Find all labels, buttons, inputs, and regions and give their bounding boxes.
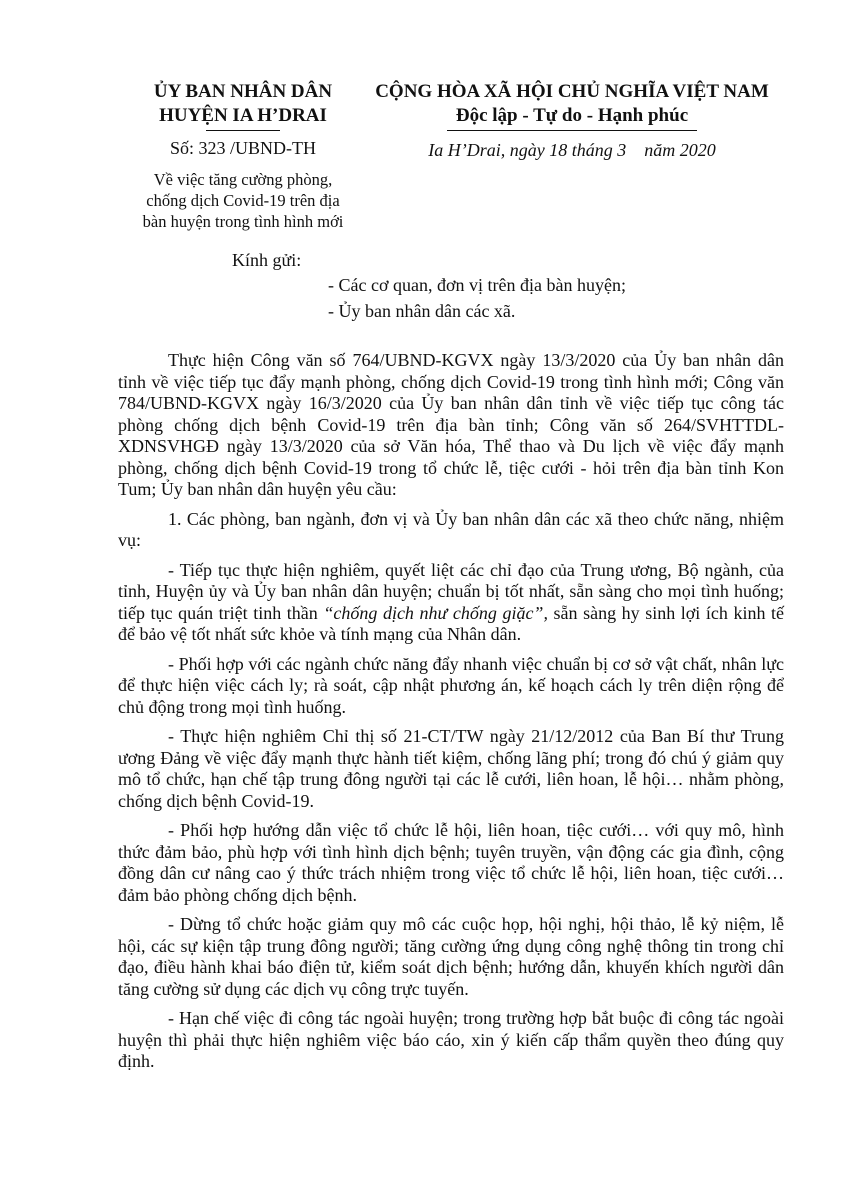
body-paragraph: Thực hiện Công văn số 764/UBND-KGVX ngày 13/3/2020 của Ủy ban nhân dân tỉnh về việc tiếp tục đẩy mạnh phòng, chống dịch Covid-19 trong tình hình mới; Công văn 784/UBND-KGVX ngày 16/3/2020 của Ủy ban nhân dân tỉnh về việc tiếp tục công tác phòng chống dịch bệnh Covid-19 trên địa bàn tỉnh; Công văn số 264/SVHTTDL-XDNSVHGĐ ngày 13/3/2020 của sở Văn hóa, Thể thao và Du lịch về việc đẩy mạnh phòng, chống dịch bệnh Covid-19 trong tổ chức lễ, tiệc cưới - hỏi trên địa bàn tỉnh Kon Tum; Ủy ban nhân dân huyện yêu cầu: [118, 350, 784, 499]
greeting-label: Kính gửi: [232, 250, 302, 270]
recipient-item: - Các cơ quan, đơn vị trên địa bàn huyện; [328, 275, 626, 295]
body-paragraph: - Phối hợp với các ngành chức năng đẩy nhanh việc chuẩn bị cơ sở vật chất, nhân lực để thực hiện việc cách ly; rà soát, cập nhật phương án, kế hoạch cách ly trên diện rộng để chủ động trong mọi tình huống. [118, 653, 784, 717]
document-body [118, 350, 784, 1081]
body-paragraph: - Phối hợp hướng dẫn việc tổ chức lễ hội, liên hoan, tiệc cưới… với quy mô, hình thức đảm bảo, phù hợp với tình hình dịch bệnh; tuyên truyền, vận động các gia đình, cộng đồng dân cư nâng cao ý thức trách nhiệm trong việc tổ chức lễ hội, liên hoan, tiệc cưới… đảm bảo phòng chống dịch bệnh. [118, 820, 784, 905]
subject-line: chống dịch Covid-19 trên địa [146, 191, 340, 210]
agency-underline [206, 130, 280, 131]
paragraph-text: - Tiếp tục thực hiện nghiêm, quyết liệt các chỉ đạo của Trung ương, Bộ ngành, của tỉnh, Huyện ủy và Ủy ban nhân dân huyện; chuẩn bị tốt nhất, sẵn sàng cho mọi tình huống; tiếp tục quán triệt tinh thần [118, 559, 784, 623]
body-paragraph: - Dừng tổ chức hoặc giảm quy mô các cuộc họp, hội nghị, hội thảo, lễ kỷ niệm, lễ hội, các sự kiện tập trung đông người; tăng cường ứng dụng công nghệ thông tin trong chỉ đạo, điều hành khai báo điện tử, kiểm soát dịch bệnh; hướng dẫn, khuyến khích người dân tăng cường sử dụng các dịch vụ công trực tuyến. [118, 914, 784, 999]
body-paragraph: 1. Các phòng, ban ngành, đơn vị và Ủy ban nhân dân các xã theo chức năng, nhiệm vụ: [118, 508, 784, 550]
body-paragraph: - Hạn chế việc đi công tác ngoài huyện; trong trường hợp bắt buộc đi công tác ngoài huyện thì phải thực hiện nghiêm việc báo cáo, xin ý kiến cấp thẩm quyền theo đúng quy định. [118, 1008, 784, 1071]
document-number: Số: 323 /UBND-TH [169, 138, 316, 158]
body-paragraph [118, 560, 784, 646]
country-name: CỘNG HÒA XÃ HỘI CHỦ NGHĨA VIỆT NAM [375, 81, 769, 102]
body-paragraph: - Thực hiện nghiêm Chỉ thị số 21-CT/TW ngày 21/12/2012 của Ban Bí thư Trung ương Đảng về việc đẩy mạnh thực hành tiết kiệm, chống lãng phí; trong đó chú ý giảm quy mô tổ chức, hạn chế tập trung đông người tại các lễ cưới, liên hoan, lễ hội… nhằm phòng, chống dịch bệnh Covid-19. [118, 726, 784, 811]
recipient-item: - Ủy ban nhân dân các xã. [328, 301, 516, 321]
motto-underline [447, 130, 697, 131]
recipient-list [328, 272, 626, 324]
subject-line: Về việc tăng cường phòng, [153, 170, 333, 189]
agency-name-line2: HUYỆN IA H’DRAI [159, 105, 327, 126]
place-and-date: Ia H’Drai, ngày 18 tháng 3 năm 2020 [428, 140, 716, 160]
paragraph-text: sẵn sàng hy sinh lợi ích kinh tế để bảo vệ tốt nhất sức khỏe và tính mạng của Nhân dân. [118, 602, 784, 644]
national-motto: Độc lập - Tự do - Hạnh phúc [455, 105, 689, 126]
agency-name-line1: ỦY BAN NHÂN DÂN [153, 81, 333, 102]
subject-line: bàn huyện trong tình hình mới [142, 212, 344, 231]
document-subject [118, 169, 368, 232]
national-title-block [362, 80, 782, 161]
quoted-slogan: “chống dịch như chống giặc”, [323, 602, 548, 623]
issuing-agency-block [118, 80, 368, 232]
